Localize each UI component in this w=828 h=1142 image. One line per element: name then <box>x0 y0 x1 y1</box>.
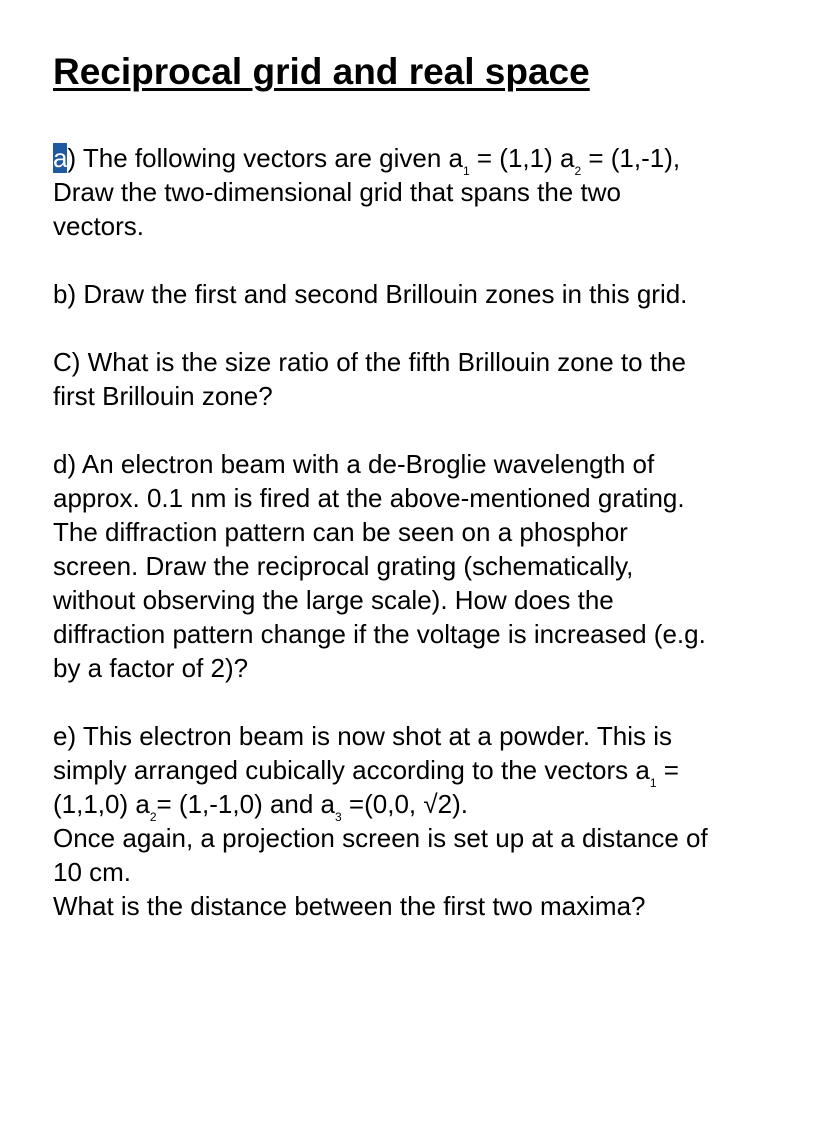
question-e-line-1: e) This electron beam is now shot at a powder. This is <box>53 721 673 751</box>
question-c <box>53 345 793 413</box>
question-e-line-4: Once again, a projection screen is set up at a distance of <box>53 823 708 853</box>
question-d-line-3: The diffraction pattern can be seen on a phosphor <box>53 517 628 547</box>
question-a-line-2: Draw the two-dimensional grid that spans the two <box>53 177 621 207</box>
question-e-line-3: (1,1,0) $a_2= (1,-1,0)$ and $a_3 =(0,0$, √2). <box>53 789 468 824</box>
question-d <box>53 447 793 685</box>
subscript: 2 <box>574 164 582 178</box>
question-a-line-3: vectors. <box>53 211 145 241</box>
question-e-line-6: What is the distance between the first two maxima? <box>53 891 646 921</box>
subscript: 1 <box>462 164 470 178</box>
page-title: Reciprocal grid and real space <box>53 51 590 92</box>
question-d-line-1: d) An electron beam with a de-Broglie wavelength of <box>53 449 655 479</box>
question-e-line-2: simply arranged cubically according to the vectors $a_1$ = <box>53 755 679 790</box>
subscript: 2 <box>149 810 157 824</box>
question-e-line-5: 10 cm. <box>53 857 132 887</box>
question-d-line-2: approx. 0.1 nm is fired at the above-mentioned grating. <box>53 483 685 513</box>
question-d-line-6: diffraction pattern change if the voltage is increased (e.g. <box>53 619 706 649</box>
question-b-line-1: b) Draw the first and second Brillouin zones in this grid. <box>53 279 688 309</box>
question-d-line-7: by a factor of 2)? <box>53 653 249 683</box>
question-c-line-2: first Brillouin zone? <box>53 381 273 411</box>
question-e <box>53 719 793 923</box>
question-d-line-4: screen. Draw the reciprocal grating (schematically, <box>53 551 634 581</box>
subscript: 1 <box>649 776 657 790</box>
selected-text-highlight[interactable]: a <box>53 143 68 173</box>
question-c-line-1: C) What is the size ratio of the fifth Brillouin zone to the <box>53 347 686 377</box>
subscript: 3 <box>335 810 342 824</box>
question-a <box>53 141 793 243</box>
question-d-line-5: without observing the large scale). How does the <box>53 585 614 615</box>
question-b <box>53 277 793 311</box>
question-a-line-1: a) The following vectors are given $a_1 = (1,1) a_2 = (1,-1)$, <box>53 143 681 178</box>
document-page <box>53 50 793 957</box>
